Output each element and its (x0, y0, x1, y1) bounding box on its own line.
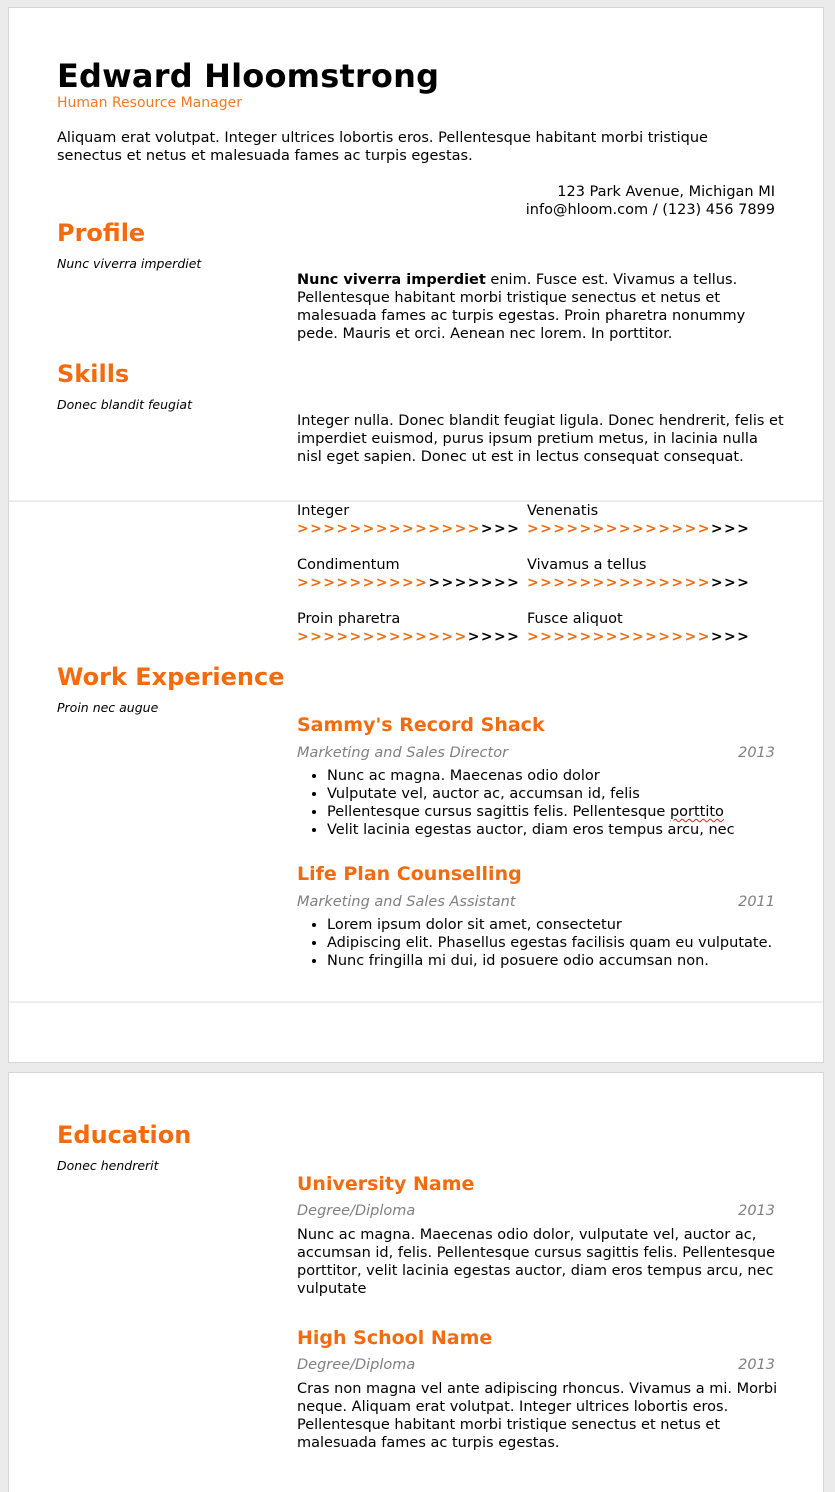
profile-heading: Profile (57, 219, 146, 247)
skills-text: Integer nulla. Donec blandit feugiat ligula. Donec hendrerit, felis et imperdiet euismod, purus ipsum pretium metus, in lacinia nulla nisl eget sapien. Donec ut est in lectus consequat consequat. (297, 413, 784, 465)
list-item: • Adipiscing elit. Phasellus egestas facilisis quam eu vulputate. (327, 934, 797, 952)
contact-address: 123 Park Avenue, Michigan MI (557, 184, 775, 200)
skill-name: Venenatis (527, 503, 599, 519)
skills-heading: Skills (57, 360, 130, 388)
candidate-title: Human Resource Manager (57, 95, 242, 111)
skill-name: Fusce aliquot (527, 611, 623, 627)
skill-level-empty: >>>> (467, 629, 521, 645)
education-heading: Education (57, 1121, 192, 1149)
skill-level-filled: >>>>>>>>>> (297, 575, 429, 591)
job-role: Marketing and Sales Assistant (297, 894, 516, 910)
school-description: Nunc ac magna. Maecenas odio dolor, vulputate vel, auctor ac, accumsan id, felis. Pellentesque cursus sagittis felis. Pellentesque porttitor, velit lacinia egestas auctor, diam eros tempus arcu, nec vulputate (297, 1227, 776, 1297)
school-name: University Name (297, 1173, 475, 1195)
profile-body: enim. Fusce est. Vivamus a tellus. Pellentesque habitant morbi tristique senectus et netus et malesuada fames ac turpis egestas. Proin pharetra nonummy pede. Mauris et orci. Aenean nec lorem. In porttitor. (297, 272, 746, 342)
work-subheading: Proin nec augue (57, 700, 159, 715)
skills-subheading: Donec blandit feugiat (57, 397, 192, 412)
page-fold (9, 500, 824, 502)
school-degree: Degree/Diploma (297, 1203, 416, 1219)
job-bullets (297, 916, 797, 970)
list-item: • Velit lacinia egestas auctor, diam eros tempus arcu, nec (327, 821, 797, 839)
job-year: 2011 (738, 894, 775, 910)
school-name: High School Name (297, 1327, 493, 1349)
skill-rating (527, 574, 750, 592)
summary-line-1: Aliquam erat volutpat. Integer ultrices lobortis eros. Pellentesque habitant morbi tristique (57, 130, 708, 146)
skill-level-filled: >>>>>>>>>>>>>> (527, 575, 711, 591)
company-name: Sammy's Record Shack (297, 714, 545, 736)
resume-page-1 (8, 7, 824, 1063)
skill-name: Vivamus a tellus (527, 557, 647, 573)
skill-name: Proin pharetra (297, 611, 401, 627)
profile-text (297, 271, 787, 343)
skill-level-empty: >>> (710, 629, 751, 645)
skill-rating (297, 574, 520, 592)
job-year: 2013 (738, 745, 775, 761)
profile-lead: Nunc viverra imperdiet (297, 272, 486, 288)
skill-level-filled: >>>>>>>>>>>>>> (527, 629, 711, 645)
list-item: • Nunc ac magna. Maecenas odio dolor (327, 767, 797, 785)
education-subheading: Donec hendrerit (57, 1158, 159, 1173)
list-item: • Vulputate vel, auctor ac, accumsan id, felis (327, 785, 797, 803)
school-description: Cras non magna vel ante adipiscing rhoncus. Vivamus a mi. Morbi neque. Aliquam erat volutpat. Integer ultrices lobortis eros. Pellentesque habitant morbi tristique senectus et netus et malesuada fames ac turpis egestas. (297, 1381, 778, 1451)
bullet-text: Pellentesque cursus sagittis felis. Pellentesque (327, 804, 670, 820)
contact-email-phone: info@hloom.com / (123) 456 7899 (525, 202, 775, 218)
profile-subheading: Nunc viverra imperdiet (57, 256, 202, 271)
skill-name: Condimentum (297, 557, 400, 573)
list-item: • Nunc fringilla mi dui, id posuere odio accumsan non. (327, 952, 797, 970)
skill-level-filled: >>>>>>>>>>>>>> (527, 521, 711, 537)
list-item (327, 803, 797, 821)
skill-rating (527, 520, 750, 538)
skill-level-empty: >>>>>>> (428, 575, 521, 591)
skill-rating (527, 628, 750, 646)
school-year: 2013 (738, 1203, 775, 1219)
company-name: Life Plan Counselling (297, 863, 522, 885)
school-degree: Degree/Diploma (297, 1357, 416, 1373)
skill-level-empty: >>> (710, 575, 751, 591)
skill-rating (297, 628, 520, 646)
job-bullets (297, 767, 797, 839)
work-heading: Work Experience (57, 663, 285, 691)
misspelled-word[interactable]: porttito (669, 804, 724, 820)
skill-level-filled: >>>>>>>>>>>>> (297, 629, 468, 645)
skill-level-empty: >>> (480, 521, 521, 537)
summary-line-2: senectus et netus et malesuada fames ac turpis egestas. (57, 148, 473, 164)
job-role: Marketing and Sales Director (297, 745, 509, 761)
resume-page-2 (8, 1072, 824, 1492)
candidate-name: Edward Hloomstrong (57, 57, 440, 95)
skill-level-filled: >>>>>>>>>>>>>> (297, 521, 481, 537)
page-fold (9, 1001, 824, 1003)
list-item: • Lorem ipsum dolor sit amet, consectetur (327, 916, 797, 934)
school-year: 2013 (738, 1357, 775, 1373)
skill-name: Integer (297, 503, 350, 519)
skill-level-empty: >>> (710, 521, 751, 537)
skill-rating (297, 520, 520, 538)
